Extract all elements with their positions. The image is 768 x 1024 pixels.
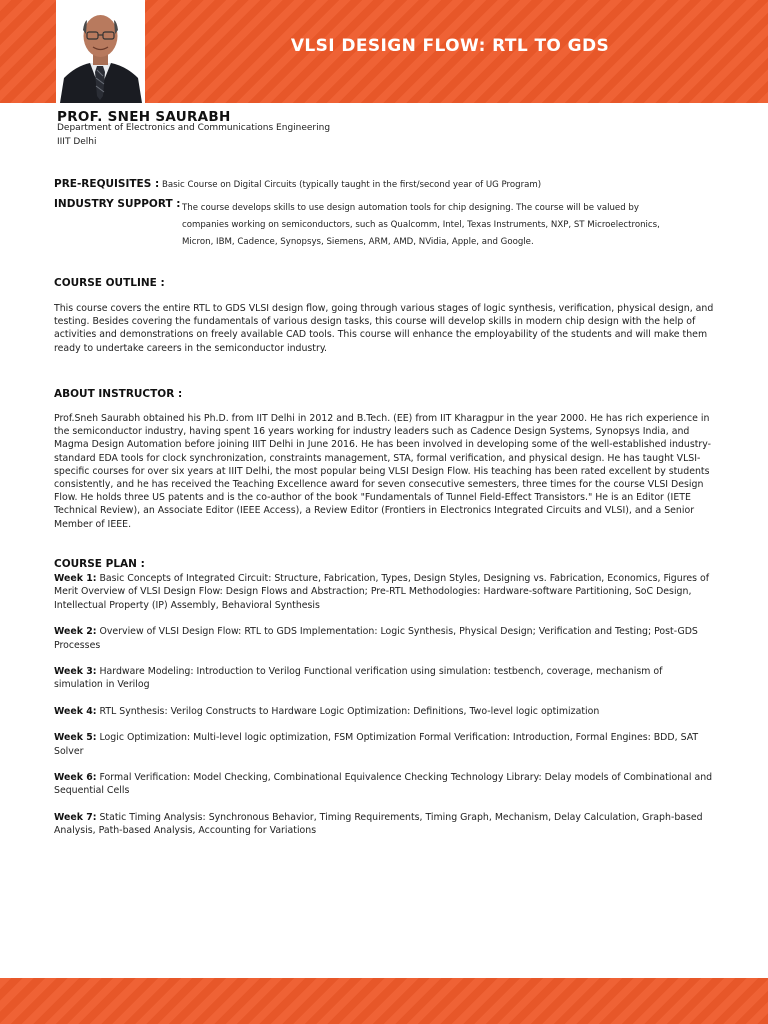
week-item [54,665,714,692]
week-label: Week 3: [54,666,97,678]
instructor-institute: IIIT Delhi [57,137,97,147]
week-label: Week 2: [54,626,97,638]
week-label: Week 1: [54,573,97,584]
week-text: RTL Synthesis: Verilog Constructs to Hardware Logic Optimization: Definitions, Two-level logic optimization [99,705,600,717]
industry-support-text: The course develops skills to use design automation tools for chip designing. The course will be valued by companies working on semiconductors, such as Qualcomm, Intel, Texas Instruments, NXP, ST Microelectronics, Micron, IBM, Cadence, Synopsys, Siemens, ARM, AMD, NVidia, Apple, and Google. [182,203,660,247]
week-item [54,811,714,838]
week-item [54,572,714,612]
prerequisites-label: PRE-REQUISITES : [54,178,160,190]
week-label: Week 7: [54,811,97,823]
course-outline-text: This course covers the entire RTL to GDS VLSI design flow, going through various stages of logic synthesis, verification, physical design, and testing. Besides covering the fundamentals of various design tasks, this course will develop skills in modern chip design with the help of activities and demonstrations on freely available CAD tools. This course will enhance the employability of the students and will make them ready to undertake careers in the semiconductor industry. [54,303,714,354]
course-plan-heading: COURSE PLAN : [54,558,145,570]
about-instructor-text: Prof.Sneh Saurabh obtained his Ph.D. from IIT Delhi in 2012 and B.Tech. (EE) from IIT Kharagpur in the year 2000. He has rich experience in the semiconductor industry, having spent 16 years working for industry leaders such as Cadence Design Systems, Synopsys India, and Magma Design Automation before joining IIIT Delhi in June 2016. He has been involved in developing some of the well-established industry-standard EDA tools for clock synchronization, constraints management, STA, formal verification, and physical design. He has taught VLSI-specific courses for over six years at IIIT Delhi, the most popular being VLSI Design Flow. His teaching has been rated excellent by students consistently, and he has received the Teaching Excellence award for seven consecutive semesters, three times for the course VLSI Design Flow. He holds three US patents and is the co-author of the book "Fundamentals of Tunnel Field-Effect Transistors." He is an Editor (IETE Technical Review), an Associate Editor (IEEE Access), a Review Editor (Frontiers in Electronics Integrated Circuits and VLSI), and a Senior Member of IEEE. [54,413,712,530]
week-text: Static Timing Analysis: Synchronous Behavior, Timing Requirements, Timing Graph, Mechanism, Delay Calculation, Graph-based Analysis, Path-based Analysis, Accounting for Variations [54,811,703,837]
week-text: Basic Concepts of Integrated Circuit: Structure, Fabrication, Types, Design Styles, Designing vs. Fabrication, Economics, Figures of Merit Overview of VLSI Design Flow: Design Flows and Abstraction; Pre-RTL Methodologies: Hardware-software Partitioning, SoC Design, Intellectual Property (IP) Assembly, Behavioral Synthesis [54,573,710,611]
instructor-name: PROF. SNEH SAURABH [57,109,231,125]
week-text: Logic Optimization: Multi-level logic optimization, FSM Optimization Formal Verification: Introduction, Formal Engines: BDD, SAT Solver [54,732,699,757]
course-title: VLSI DESIGN FLOW: RTL TO GDS [290,36,610,56]
week-label: Week 4: [54,705,97,717]
course-outline-heading: COURSE OUTLINE : [54,277,165,289]
about-instructor-heading: ABOUT INSTRUCTOR : [54,388,183,400]
instructor-photo [56,0,145,103]
week-text: Formal Verification: Model Checking, Combinational Equivalence Checking Technology Library: Delay models of Combinational and Sequential Cells [54,772,713,797]
week-label: Week 6: [54,772,97,784]
week-item [54,771,714,798]
instructor-department: Department of Electronics and Communications Engineering [57,123,331,133]
industry-support-label: INDUSTRY SUPPORT : [54,198,181,210]
prerequisites-text: Basic Course on Digital Circuits (typically taught in the first/second year of UG Program) [162,180,542,190]
week-item [54,731,714,758]
week-text: Overview of VLSI Design Flow: RTL to GDS Implementation: Logic Synthesis, Physical Design; Verification and Testing; Post-GDS Processes [54,626,698,651]
week-text: Hardware Modeling: Introduction to Verilog Functional verification using simulation: testbench, coverage, mechanism of simulation in Verilog [54,666,663,691]
course-plan-list [54,572,714,851]
header-banner [0,0,768,103]
week-item [54,625,714,652]
week-label: Week 5: [54,732,97,744]
week-item [54,705,714,718]
footer-banner [0,978,768,1024]
